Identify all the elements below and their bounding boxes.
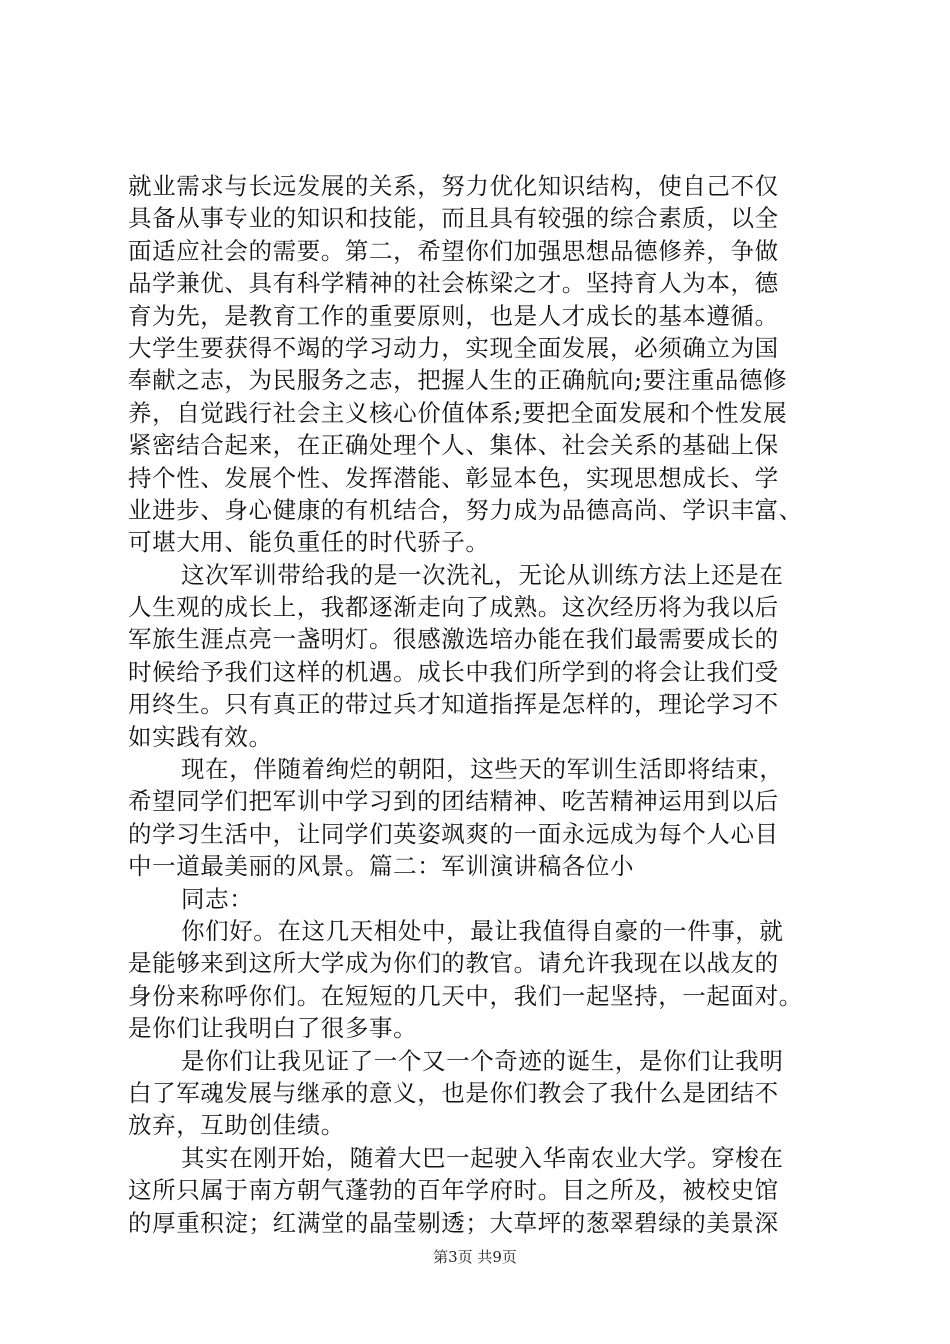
text-line: 军旅生涯点亮一盏明灯。很感激选培办能在我们最需要成长的 xyxy=(128,625,779,654)
text-line: 现在，伴随着绚烂的朝阳，这些天的军训生活即将结束， xyxy=(181,755,784,784)
text-line: 身份来称呼你们。在短短的几天中，我们一起坚持，一起面对。 xyxy=(128,981,803,1010)
page-footer: 第3页 共9页 xyxy=(433,1248,517,1266)
text-line: 面适应社会的需要。第二，希望你们加强思想品德修养，争做 xyxy=(128,236,779,265)
text-line: 其实在刚开始，随着大巴一起驶入华南农业大学。穿梭在 xyxy=(181,1143,784,1172)
text-line: 时候给予我们这样的机遇。成长中我们所学到的将会让我们受 xyxy=(128,657,779,686)
text-line: 奉献之志，为民服务之志，把握人生的正确航向;要注重品德修 xyxy=(128,366,788,395)
text-line: 希望同学们把军训中学习到的团结精神、吃苦精神运用到以后 xyxy=(128,787,779,816)
text-line: 你们好。在这几天相处中，最让我值得自豪的一件事，就 xyxy=(181,916,784,945)
text-line: 持个性、发展个性、发挥潜能、彰显本色，实现思想成长、学 xyxy=(128,463,779,492)
text-line: 中一道最美丽的风景。篇二：军训演讲稿各位小 xyxy=(128,852,635,881)
text-line: 用终生。只有真正的带过兵才知道指挥是怎样的，理论学习不 xyxy=(128,690,779,719)
text-line: 业进步、身心健康的有机结合，努力成为品德高尚、学识丰富、 xyxy=(128,495,803,524)
text-line: 如实践有效。 xyxy=(128,722,273,751)
text-line: 具备从事专业的知识和技能，而且具有较强的综合素质，以全 xyxy=(128,204,779,233)
text-line: 是你们让我明白了很多事。 xyxy=(128,1014,418,1043)
text-line: 同志： xyxy=(181,884,254,913)
text-line: 育为先，是教育工作的重要原则，也是人才成长的基本遵循。 xyxy=(128,301,779,330)
text-line: 的厚重积淀；红满堂的晶莹剔透；大草坪的葱翠碧绿的美景深 xyxy=(128,1208,779,1237)
text-line: 就业需求与长远发展的关系，努力优化知识结构，使自己不仅 xyxy=(128,172,779,200)
text-line: 放弃，互助创佳绩。 xyxy=(128,1111,345,1140)
text-line: 品学兼优、具有科学精神的社会栋梁之才。坚持育人为本，德 xyxy=(128,269,779,298)
text-line: 的学习生活中，让同学们英姿飒爽的一面永远成为每个人心目 xyxy=(128,819,779,848)
text-line: 人生观的成长上，我都逐渐走向了成熟。这次经历将为我以后 xyxy=(128,593,779,622)
text-line: 这所只属于南方朝气蓬勃的百年学府时。目之所及，被校史馆 xyxy=(128,1176,779,1205)
text-line: 可堪大用、能负重任的时代骄子。 xyxy=(128,528,490,557)
text-line: 是你们让我见证了一个又一个奇迹的诞生，是你们让我明 xyxy=(181,1046,784,1075)
text-line: 大学生要获得不竭的学习动力，实现全面发展，必须确立为国 xyxy=(128,333,779,362)
document-body xyxy=(128,170,840,1239)
text-line: 养，自觉践行社会主义核心价值体系;要把全面发展和个性发展 xyxy=(128,398,788,427)
text-line: 是能够来到这所大学成为你们的教官。请允许我现在以战友的 xyxy=(128,949,779,978)
text-line: 白了军魂发展与继承的意义，也是你们教会了我什么是团结不 xyxy=(128,1078,779,1107)
text-line: 这次军训带给我的是一次洗礼，无论从训练方法上还是在 xyxy=(181,560,784,589)
text-line: 紧密结合起来，在正确处理个人、集体、社会关系的基础上保 xyxy=(128,431,779,460)
